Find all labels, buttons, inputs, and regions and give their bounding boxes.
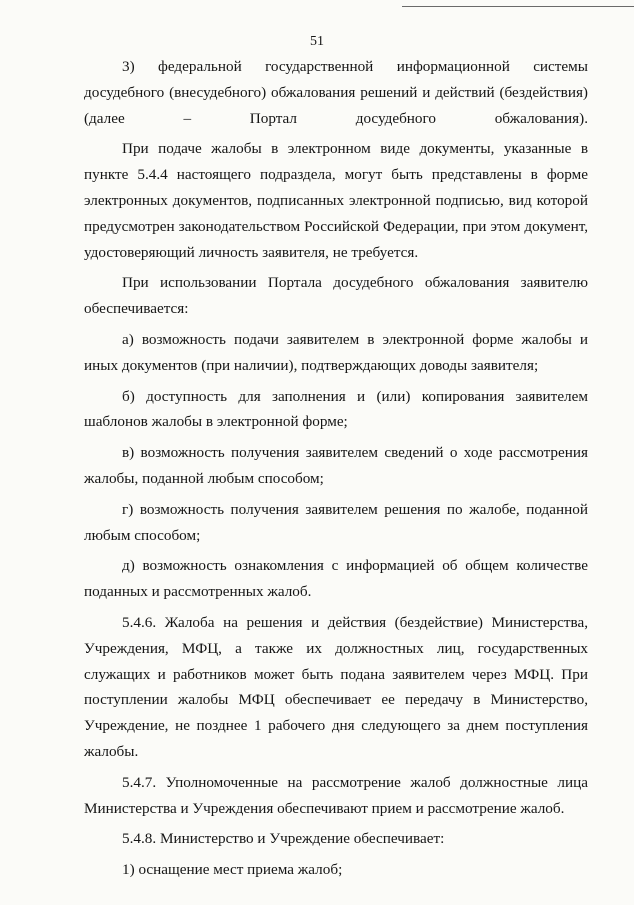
section-5-4-7: 5.4.7. Уполномоченные на рассмотрение жалоб должностные лица Министерства и Учреждения обеспечивают прием и рассмотрение жалоб. — [84, 773, 588, 817]
paragraph-item-3: 3) федеральной государственной информационной системы досудебного (внесудебного) обжалования решений и действий (бездействия) (далее – Портал досудебного обжалования). — [84, 58, 588, 127]
page-number: 51 — [310, 34, 324, 49]
list-item-a: а) возможность подачи заявителем в электронной форме жалобы и иных документов (при наличии), подтверждающих доводы заявителя; — [84, 330, 588, 374]
body-text — [84, 54, 588, 883]
section-5-4-6: 5.4.6. Жалоба на решения и действия (бездействие) Министерства, Учреждения, МФЦ, а также их должностных лиц, государственных служащих и работников может быть подана заявителем через МФЦ. При поступлении жалобы МФЦ обеспечивает ее передачу в Министерство, Учреждение, не позднее 1 рабочего дня следующего за днем поступления жалобы. — [84, 613, 588, 760]
list-item-1: 1) оснащение мест приема жалоб; — [122, 861, 343, 879]
paragraph-electronic-submission: При подаче жалобы в электронном виде документы, указанные в пункте 5.4.4 настоящего подраздела, могут быть представлены в форме электронных документов, подписанных электронной подписью, вид которой предусмотрен законодательством Российской Федерации, при этом документ, удостоверяющий личность заявителя, не требуется. — [84, 140, 588, 261]
list-item-b: б) доступность для заполнения и (или) копирования заявителем шаблонов жалобы в электронной форме; — [84, 387, 588, 431]
paragraph-portal-provides: При использовании Портала досудебного обжалования заявителю обеспечивается: — [84, 274, 588, 318]
list-item-v: в) возможность получения заявителем сведений о ходе рассмотрения жалобы, поданной любым способом; — [84, 444, 588, 487]
list-item-g: г) возможность получения заявителем решения по жалобе, поданной любым способом; — [84, 500, 588, 544]
section-5-4-8: 5.4.8. Министерство и Учреждение обеспечивает: — [122, 830, 445, 848]
list-item-d: д) возможность ознакомления с информацией об общем количестве поданных и рассмотренных жалоб. — [84, 557, 588, 601]
scan-edge-line — [402, 6, 634, 7]
